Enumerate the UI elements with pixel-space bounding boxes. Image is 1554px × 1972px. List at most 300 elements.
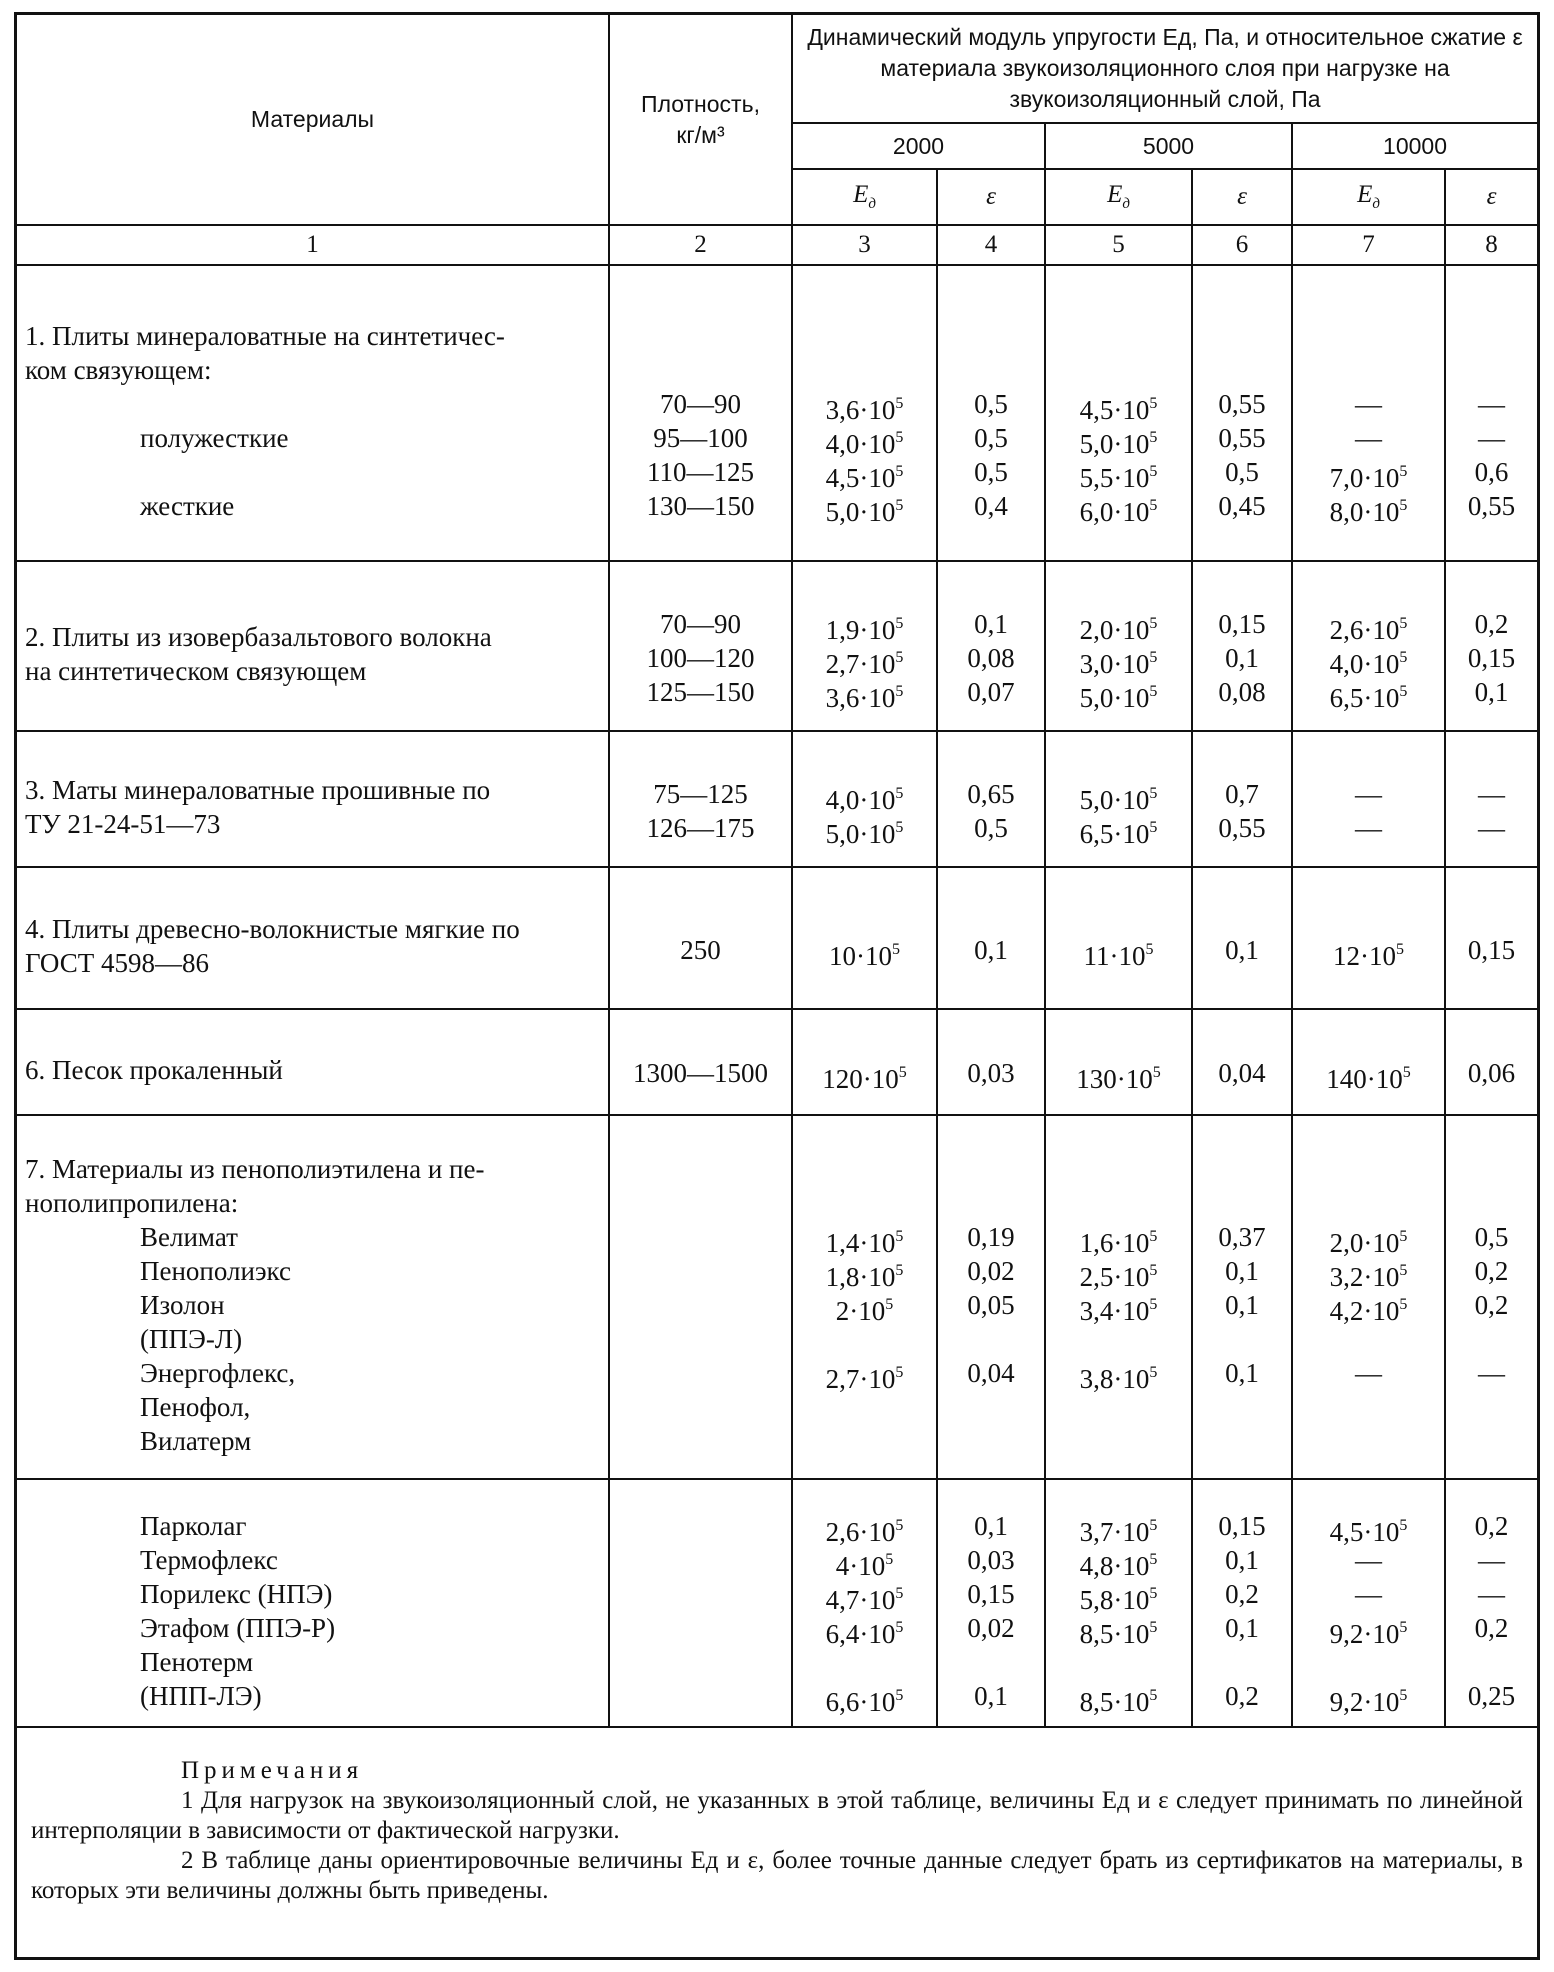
ed10000-cell [1292,1115,1445,1479]
value: $2,0\cdot 10^5$ [1079,615,1158,645]
value [1046,1424,1191,1458]
value: 0,5 [974,457,1008,487]
value: 0,08 [967,643,1015,673]
density-cell [609,1115,792,1479]
value: $4,7\cdot 10^5$ [825,1585,904,1615]
value [1193,353,1291,387]
value: — [1478,389,1506,419]
value [610,1186,791,1220]
ed5000-cell [1045,867,1192,1009]
ed2000-cell [792,561,937,731]
value [1293,1424,1444,1458]
value [610,353,791,387]
table-row [17,561,1537,731]
value: 0,65 [967,779,1015,809]
value [610,1543,791,1577]
value: — [1355,779,1382,809]
value: $7,0\cdot 10^5$ [1329,463,1408,493]
density-cell [609,867,792,1009]
header-eps: ε [937,169,1045,225]
value: — [1355,1545,1382,1575]
value [1193,1186,1291,1220]
value [1046,1645,1191,1679]
column-number: 8 [1445,225,1537,265]
column-number: 2 [609,225,792,265]
value: $5,8\cdot 10^5$ [1079,1585,1158,1615]
value: $3,7\cdot 10^5$ [1079,1517,1158,1547]
value: 125—150 [646,677,755,707]
value: — [1355,813,1382,843]
ed5000-cell [1045,561,1192,731]
ed10000-cell [1292,731,1445,867]
value: $3,6\cdot 10^5$ [825,683,904,713]
header-ed: $E_д$ [792,169,937,225]
value: 70—90 [660,389,741,419]
material-line: ГОСТ 4598—86 [25,948,210,978]
header-load-10000: 10000 [1292,123,1537,169]
material-cell [17,1009,609,1115]
material-line [25,387,600,421]
value: $11\cdot 10^5$ [1083,941,1154,971]
value: $140\cdot 10^5$ [1326,1064,1411,1094]
value: 0,25 [1467,1681,1516,1711]
value [1046,319,1191,353]
header-ed: $E_д$ [1292,169,1445,225]
e5000-cell [1192,1115,1292,1479]
value [1446,1645,1537,1679]
column-number: 3 [792,225,937,265]
value: 0,5 [1225,457,1259,487]
value: 0,4 [974,491,1008,521]
column-number: 7 [1292,225,1445,265]
value: $8,0\cdot 10^5$ [1329,497,1408,527]
value: $5,0\cdot 10^5$ [1079,683,1158,713]
value: 0,2 [1474,1290,1509,1320]
value [610,1254,791,1288]
value [938,1424,1044,1458]
value: — [1355,1579,1382,1609]
value: 0,1 [1225,1358,1259,1388]
value: $4,2\cdot 10^5$ [1329,1296,1408,1326]
ed2000-cell [792,867,937,1009]
material-line: 4. Плиты древесно-волокнистые мягкие по [25,914,520,944]
value: 0,1 [974,609,1008,639]
material-line: Велимат [140,1222,238,1252]
value [610,1424,791,1458]
material-cell [17,731,609,867]
value: $6,5\cdot 10^5$ [1079,819,1158,849]
ed5000-cell [1045,1479,1192,1727]
value: $1,6\cdot 10^5$ [1079,1228,1158,1258]
value [610,1356,791,1390]
value: 0,55 [1218,423,1266,453]
value: 0,1 [974,935,1008,965]
ed2000-cell [792,731,937,867]
value: $120\cdot 10^5$ [822,1064,907,1094]
value [1046,1186,1191,1220]
value [1293,353,1444,387]
value: 0,55 [1467,491,1516,521]
value: — [1478,1545,1506,1575]
e5000-cell [1192,265,1292,561]
material-line: жесткие [140,491,235,521]
material-line: Пенофол, [140,1392,251,1422]
note-item: 1 Для нагрузок на звукоизоляционный слой, не указанных в этой таблице, величины Eд и ε следует принимать по линейной интерполяции в зависимости от фактической нагрузки. [31,1787,1523,1844]
value [938,1390,1044,1424]
density-cell [609,731,792,867]
value: 0,02 [967,1256,1015,1286]
value: — [1355,1358,1382,1388]
value: 0,1 [1225,1256,1259,1286]
density-cell [609,1479,792,1727]
value: 0,02 [967,1613,1015,1643]
value [1446,319,1537,353]
value: 0,2 [1225,1579,1259,1609]
value: 0,1 [1225,935,1259,965]
value: $2,6\cdot 10^5$ [825,1517,904,1547]
material-line: Изолон [140,1290,225,1320]
value: $2,5\cdot 10^5$ [1079,1262,1158,1292]
value: $5,5\cdot 10^5$ [1079,463,1158,493]
header-materials: Материалы [17,15,609,225]
value: $5,0\cdot 10^5$ [825,497,904,527]
value [1446,1186,1537,1220]
value: 0,06 [1467,1058,1516,1088]
material-line: 7. Материалы из пенополиэтилена и пе- [25,1154,485,1184]
value [793,319,936,353]
value [1046,353,1191,387]
density-cell [609,265,792,561]
value: 0,04 [967,1358,1015,1388]
e10000-cell [1445,1115,1537,1479]
value: 0,2 [1225,1681,1259,1711]
value: 0,2 [1474,1511,1509,1541]
e5000-cell [1192,561,1292,731]
e10000-cell [1445,1479,1537,1727]
value: $4,8\cdot 10^5$ [1079,1551,1158,1581]
value: 0,1 [1225,643,1259,673]
value [793,1186,936,1220]
notes [17,1728,1537,1906]
material-line [25,455,600,489]
value: $6,0\cdot 10^5$ [1079,497,1158,527]
value [1193,1390,1291,1424]
value: 95—100 [653,423,748,453]
e2000-cell [937,561,1045,731]
value: — [1355,389,1382,419]
value: 0,55 [1218,389,1266,419]
material-line: Парколаг [140,1511,247,1541]
value: $3,8\cdot 10^5$ [1079,1364,1158,1394]
value: 0,15 [1467,643,1516,673]
material-line: Термофлекс [140,1545,278,1575]
material-line: (НПП-ЛЭ) [140,1681,262,1711]
header-row-1 [17,15,1537,123]
value: $2,0\cdot 10^5$ [1329,1228,1408,1258]
value: 0,5 [974,813,1008,843]
value: $4,5\cdot 10^5$ [1079,395,1158,425]
material-line: 3. Маты минераловатные прошивные по [25,775,491,805]
value: $4,5\cdot 10^5$ [1329,1517,1408,1547]
value [793,1645,936,1679]
e10000-cell [1445,1009,1537,1115]
value [793,353,936,387]
value: $1,9\cdot 10^5$ [825,615,904,645]
material-line: полужесткие [140,423,289,453]
value [610,1390,791,1424]
value: — [1478,423,1506,453]
value: 0,37 [1218,1222,1266,1252]
value: $6,4\cdot 10^5$ [825,1619,904,1649]
value: $8,5\cdot 10^5$ [1079,1619,1158,1649]
value: 0,04 [1218,1058,1266,1088]
value: 1300—1500 [633,1058,768,1088]
table-row [17,265,1537,561]
value: $10\cdot 10^5$ [829,941,900,971]
value: — [1478,779,1506,809]
value: $2,6\cdot 10^5$ [1329,615,1408,645]
column-number: 6 [1192,225,1292,265]
value: 0,05 [967,1290,1015,1320]
value [610,1220,791,1254]
value [610,1679,791,1713]
ed2000-cell [792,1115,937,1479]
material-line: Этафом (ППЭ-Р) [140,1613,336,1643]
value: 75—125 [653,779,748,809]
header-load-5000: 5000 [1045,123,1292,169]
value: 0,7 [1225,779,1259,809]
column-number-row [17,225,1537,265]
value: 0,1 [1225,1613,1259,1643]
material-line: Вилатерм [140,1426,252,1456]
value: 0,15 [1218,1511,1266,1541]
value: $2,7\cdot 10^5$ [825,1364,904,1394]
e2000-cell [937,867,1045,1009]
value: 0,2 [1474,1256,1509,1286]
value: 0,1 [1225,1290,1259,1320]
value: 130—150 [646,491,755,521]
value: $130\cdot 10^5$ [1076,1064,1161,1094]
value: 110—125 [647,457,754,487]
e5000-cell [1192,1479,1292,1727]
value: 0,1 [1225,1545,1259,1575]
value [793,1322,936,1356]
value: 0,6 [1474,457,1509,487]
header-density: Плотность, кг/м³ [609,15,792,225]
value: 0,45 [1218,491,1266,521]
value: $8,5\cdot 10^5$ [1079,1687,1158,1717]
e2000-cell [937,265,1045,561]
e10000-cell [1445,561,1537,731]
material-line: Пенополиэкс [140,1256,291,1286]
value: — [1478,1579,1506,1609]
material-line: на синтетическом связующем [25,656,367,686]
value [1446,1152,1537,1186]
material-line: Энергофлекс, [140,1358,296,1388]
value: 0,55 [1218,813,1266,843]
value: $4,5\cdot 10^5$ [825,463,904,493]
value: 70—90 [660,609,741,639]
value: 0,07 [967,677,1015,707]
table-row [17,1009,1537,1115]
material-cell [17,867,609,1009]
material-line: ТУ 21-24-51—73 [25,809,221,839]
value [610,1645,791,1679]
ed10000-cell [1292,1009,1445,1115]
header-dynamic-modulus: Динамический модуль упругости Eд, Па, и относительное сжатие ε материала звукоизоляционного слоя при нагрузке на звукоизоляционный слой, Па [792,15,1537,123]
e2000-cell [937,731,1045,867]
value: 0,15 [1218,609,1266,639]
ed10000-cell [1292,1479,1445,1727]
value: $4,0\cdot 10^5$ [1329,649,1408,679]
value [938,319,1044,353]
value [1293,1186,1444,1220]
ed5000-cell [1045,265,1192,561]
value: $5,0\cdot 10^5$ [1079,429,1158,459]
value: 0,1 [974,1681,1008,1711]
value: $2\cdot 10^5$ [835,1296,894,1326]
note-item: 2 В таблице даны ориентировочные величины Eд и ε, более точные данные следует брать из сертификатов на материалы, в которых эти величины должны быть приведены. [31,1847,1523,1904]
value [1293,1152,1444,1186]
value [793,1390,936,1424]
density-cell [609,1009,792,1115]
ed10000-cell [1292,265,1445,561]
e10000-cell [1445,731,1537,867]
material-line: 2. Плиты из изовербазальтового волокна [25,622,492,652]
table-row [17,867,1537,1009]
value: 126—175 [646,813,755,843]
value [1293,1322,1444,1356]
value [1193,1424,1291,1458]
header-ed: $E_д$ [1045,169,1192,225]
value [1046,1322,1191,1356]
value [1193,1645,1291,1679]
material-cell [17,265,609,561]
materials-table [17,15,1537,1728]
value: — [1478,813,1506,843]
value: 0,5 [1474,1222,1509,1252]
header-load-2000: 2000 [792,123,1045,169]
value: 0,19 [967,1222,1015,1252]
value [793,1152,936,1186]
value: 250 [680,935,721,965]
value: $2,7\cdot 10^5$ [825,649,904,679]
value: 0,5 [974,389,1008,419]
ed10000-cell [1292,867,1445,1009]
ed5000-cell [1045,731,1192,867]
value [793,1424,936,1458]
e10000-cell [1445,867,1537,1009]
material-line: 6. Песок прокаленный [25,1055,283,1085]
ed10000-cell [1292,561,1445,731]
table-row [17,731,1537,867]
value [1293,1645,1444,1679]
value [610,319,791,353]
value [1046,1390,1191,1424]
material-line: нополипропилена: [25,1188,239,1218]
value [1293,319,1444,353]
value: $4\cdot 10^5$ [835,1551,894,1581]
value: 0,03 [967,1545,1015,1575]
value: $4,0\cdot 10^5$ [825,785,904,815]
material-cell [17,1115,609,1479]
value [1446,1322,1537,1356]
value: $6,6\cdot 10^5$ [825,1687,904,1717]
value: $9,2\cdot 10^5$ [1329,1687,1408,1717]
value: $3,2\cdot 10^5$ [1329,1262,1408,1292]
value [938,353,1044,387]
material-line: ком связующем: [25,355,212,385]
e2000-cell [937,1009,1045,1115]
value: $1,8\cdot 10^5$ [825,1262,904,1292]
material-cell [17,1479,609,1727]
value [1446,1424,1537,1458]
value: 0,03 [967,1058,1015,1088]
value: — [1355,423,1382,453]
ed5000-cell [1045,1115,1192,1479]
value [610,1152,791,1186]
material-line: Пенотерм [140,1647,254,1677]
value: 0,15 [1467,935,1516,965]
value [610,1611,791,1645]
value: 0,08 [1218,677,1266,707]
value: 0,5 [974,423,1008,453]
ed2000-cell [792,1479,937,1727]
value: $4,0\cdot 10^5$ [825,429,904,459]
document-page [14,12,1540,1960]
table-body [17,265,1537,1727]
ed2000-cell [792,265,937,561]
value [938,1322,1044,1356]
value: $3,6\cdot 10^5$ [825,395,904,425]
value: $5,0\cdot 10^5$ [1079,785,1158,815]
material-cell [17,561,609,731]
ed5000-cell [1045,1009,1192,1115]
value: $6,5\cdot 10^5$ [1329,683,1408,713]
notes-title: Примечания [181,1757,364,1784]
header-eps: ε [1192,169,1292,225]
value [610,1577,791,1611]
value: 0,1 [1474,677,1509,707]
value: $5,0\cdot 10^5$ [825,819,904,849]
value: $3,4\cdot 10^5$ [1079,1296,1158,1326]
value: 0,1 [974,1511,1008,1541]
column-number: 1 [17,225,609,265]
value [1193,1152,1291,1186]
value [938,1645,1044,1679]
material-line: Порилекс (НПЭ) [140,1579,333,1609]
value: 0,2 [1474,1613,1509,1643]
value [610,1288,791,1322]
e10000-cell [1445,265,1537,561]
value: — [1478,1358,1506,1388]
value [1193,1322,1291,1356]
value [1446,353,1537,387]
value [1046,1152,1191,1186]
value: 100—120 [646,643,755,673]
value [1193,319,1291,353]
value: $3,0\cdot 10^5$ [1079,649,1158,679]
material-line: (ППЭ-Л) [140,1324,243,1354]
table-row [17,1479,1537,1727]
value [610,1509,791,1543]
value: $9,2\cdot 10^5$ [1329,1619,1408,1649]
e2000-cell [937,1479,1045,1727]
e2000-cell [937,1115,1045,1479]
ed2000-cell [792,1009,937,1115]
value: $12\cdot 10^5$ [1333,941,1404,971]
value: $1,4\cdot 10^5$ [825,1228,904,1258]
